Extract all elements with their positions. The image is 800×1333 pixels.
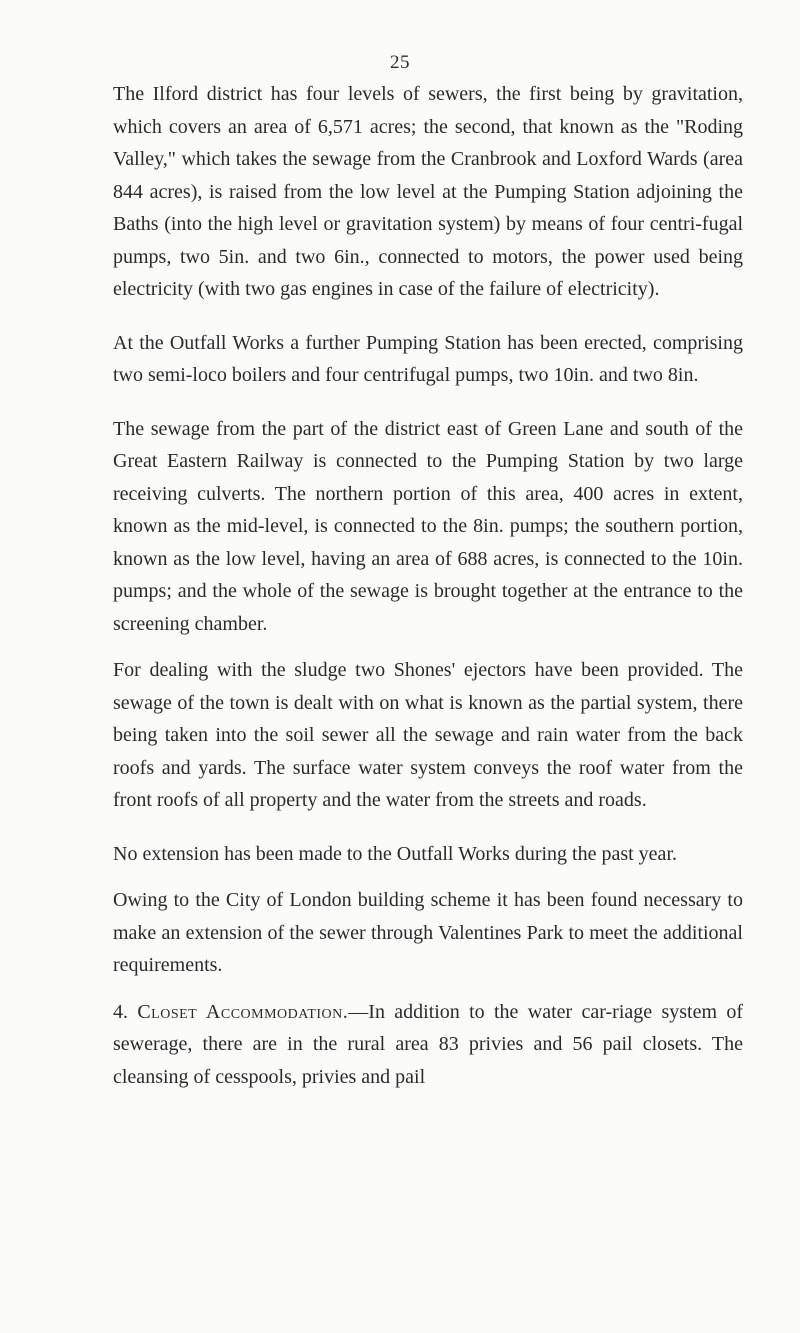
paragraph-sewer-levels: The Ilford district has four levels of sewers, the first being by gravitation, which covers an area of 6,571 acres; the second, that known as the "Roding Valley," which takes the sewage from the Cranbrook and Loxford Wards (area 844 acres), is raised from the low level at the Pumping Station adjoining the Baths (into the high level or gravitation system) by means of four centri-fugal pumps, two 5in. and two 6in., connected to motors, the power used being electricity (with two gas engines in case of the failure of electricity). bbox=[113, 83, 743, 300]
paragraph-green-lane-sewage: The sewage from the part of the district east of Green Lane and south of the Great Eastern Railway is connected to the Pumping Station by two large receiving culverts. The northern portion of this area, 400 acres in extent, known as the mid-level, is connected to the 8in. pumps; the southern portion, known as the low level, having an area of 688 acres, is connected to the 10in. pumps; and the whole of the sewage is brought together at the entrance to the screening chamber. bbox=[113, 417, 743, 635]
paragraph-city-of-london-scheme: Owing to the City of London building scheme it has been found necessary to make an extension of the sewer through Valentines Park to meet the additional requirements. bbox=[113, 889, 743, 976]
section-text: —In addition to the water car-riage system of sewerage, there are in the rural area 83 privies and 56 pail closets. The cleansing of cesspools, privies and pail bbox=[113, 1000, 743, 1088]
body-text bbox=[113, 78, 743, 1093]
paragraph-no-extension: No extension has been made to the Outfall Works during the past year. bbox=[113, 842, 677, 865]
page-number: 25 bbox=[390, 52, 410, 73]
paragraph-sludge-ejectors: For dealing with the sludge two Shones' ejectors have been provided. The sewage of the town is dealt with on what is known as the partial system, there being taken into the soil sewer all the sewage and rain water from the back roofs and yards. The surface water system conveys the roof water from the front roofs of all property and the water from the streets and roads. bbox=[113, 659, 743, 811]
section-number: 4. bbox=[113, 1000, 128, 1023]
paragraph-outfall-pumping-station: At the Outfall Works a further Pumping Station has been erected, comprising two semi-loco boilers and four centrifugal pumps, two 10in. and two 8in. bbox=[113, 331, 743, 386]
section-closet-accommodation bbox=[113, 996, 743, 1094]
section-heading: Closet Accommodation. bbox=[137, 1000, 349, 1023]
